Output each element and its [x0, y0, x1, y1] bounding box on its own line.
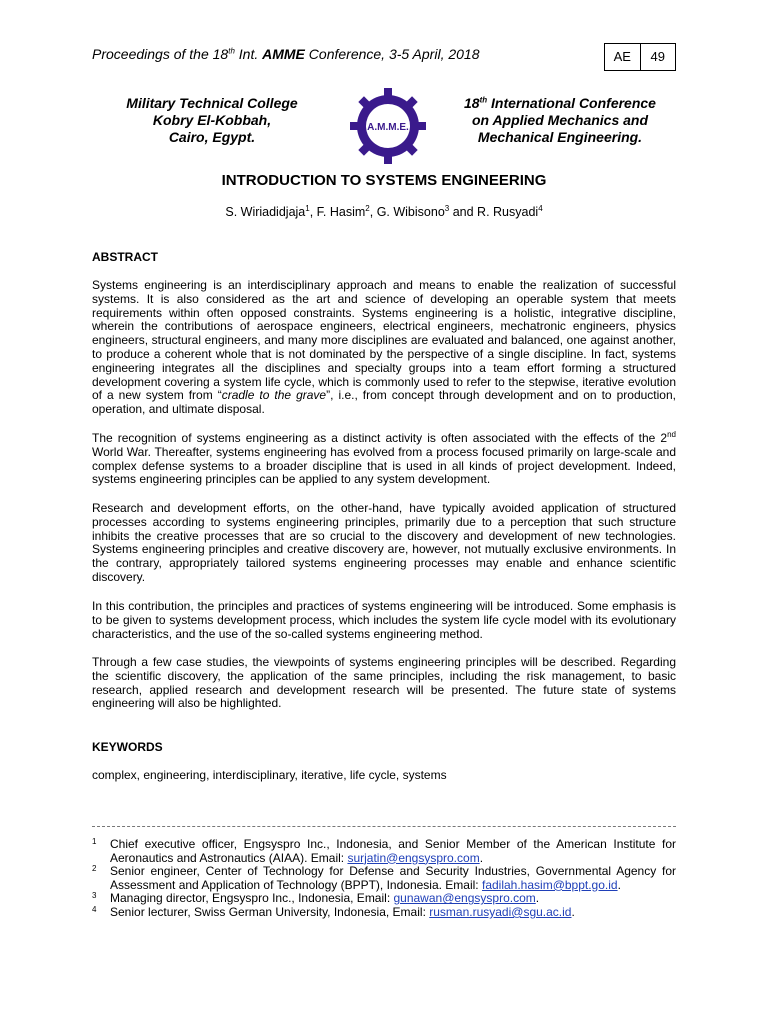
keywords-heading: KEYWORDS — [92, 740, 163, 754]
footnote-1: 1 Chief executive officer, Engsyspro Inc., Indonesia, and Senior Member of the American Institute for Aeronautics and Astronautics (AIAA). Email: surjatin@engsyspro.com. — [92, 837, 676, 865]
author-list: S. Wiriadidjaja$^1$, F. Hasim$^2$, G. Wibisono$^3$ and R. Rusyadi$^4$ — [225, 203, 543, 219]
page-number: 49 — [640, 44, 676, 70]
gear-icon — [348, 86, 428, 166]
email-link[interactable]: surjatin@engsyspro.com — [347, 850, 480, 865]
footnote-divider — [92, 826, 676, 827]
footnote-3: 3 Managing director, Engsyspro Inc., Indonesia, Email: gunawan@engsyspro.com. — [92, 891, 540, 906]
logo-text: A.M.M.E. — [367, 122, 409, 133]
paper-code-box — [604, 43, 676, 71]
paper-title: INTRODUCTION TO SYSTEMS ENGINEERING — [221, 172, 547, 189]
abstract-paragraph-4: In this contribution, the principles and practices of systems engineering will be introduced. Some emphasis is to be given to systems development process, which includes the system life cycle model with its evolutionary characteristics, and the use of the so-called systems engineering method. — [92, 599, 676, 641]
proceedings-header: Proceedings of the 18th Int. AMME Conference, 3-5 April, 2018 — [92, 46, 480, 62]
footnote-2: 2 Senior engineer, Center of Technology for Defense and Security Industries, Governmental Agency for Assessment and Application of Technology (BPPT), Indonesia. Email: fadilah.hasim@bppt.go.id. — [92, 864, 676, 892]
abstract-heading: ABSTRACT — [92, 250, 158, 264]
email-link[interactable]: gunawan@engsyspro.com — [393, 891, 536, 906]
keywords-list: complex, engineering, interdisciplinary, iterative, life cycle, systems — [92, 768, 447, 782]
abstract-paragraph-1: Systems engineering is an interdisciplinary approach and means to enable the realization of successful systems. It is also considered as the art and science of developing an operable system that meets requirements within often opposed constraints. Systems engineering is a holistic, integrative discipline, wherein the contributions of aerospace engineers, electrical engineers, mechatronic engineers, physics engineers, structural engineers, and many more disciplines are evaluated and balanced, one against another, to produce a coherent whole that is not dominated by the perspective of a single discipline. In fact, systems engineering integrates all the disciplines and specialty groups into a team effort forming a structured development covering a system life cycle, which is commonly used to refer to the stepwise, iterative evolution of a new system from “cradle to the grave”, i.e., from concept through development and on to production, operation, and ultimate disposal. — [92, 278, 676, 417]
email-link[interactable]: fadilah.hasim@bppt.go.id — [481, 877, 618, 892]
institution-left: Military Technical College Kobry El-Kobbah, Cairo, Egypt. — [126, 95, 298, 145]
email-link[interactable]: rusman.rusyadi@sgu.ac.id — [429, 904, 572, 919]
paper-code: AE — [613, 49, 631, 64]
footnote-4: 4 Senior lecturer, Swiss German University, Indonesia, Email: rusman.rusyadi@sgu.ac.id. — [92, 904, 575, 919]
amme-logo — [348, 86, 428, 166]
abstract-paragraph-5: Through a few case studies, the viewpoints of systems engineering principles will be described. Regarding the scientific discovery, the application of the same principles, including the risk management, to basic research, applied research and development research will be presented. The future state of systems engineering will also be highlighted. — [92, 655, 676, 711]
institution-right: 18th International Conference on Applied Mechanics and Mechanical Engineering. — [464, 95, 656, 145]
abstract-paragraph-2: The recognition of systems engineering as a distinct activity is often associated with the effects of the 2nd World War. Thereafter, systems engineering has evolved from a process focused primarily on large-scale and complex defense systems to a broader discipline that is used in all kinds of project development. Indeed, systems engineering principles can be applied to any system development. — [92, 430, 676, 487]
footnotes — [92, 838, 676, 920]
abstract-paragraph-3: Research and development efforts, on the other-hand, have typically avoided application of structured processes according to systems engineering principles, primarily due to a perception that such structure inhibits the creative processes that are so crucial to the discovery and development of new technologies. Systems engineering principles and creative discovery are, however, not mutually exclusive environments. In the contrary, appropriately tailored systems engineering processes may enable and enhance scientific discovery. — [92, 501, 676, 584]
